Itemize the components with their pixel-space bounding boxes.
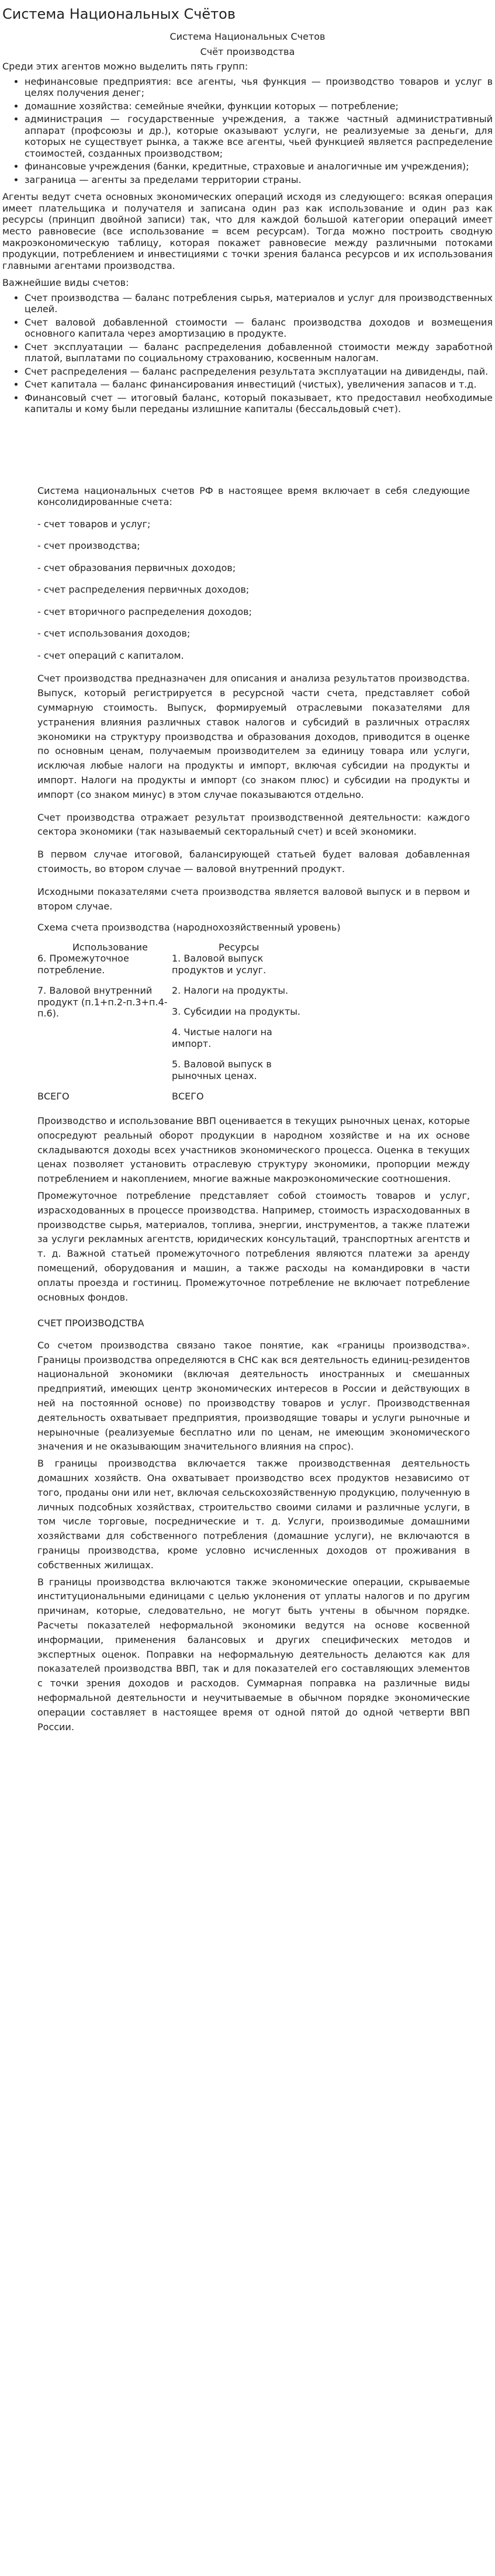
resources-column-header: Ресурсы [219,941,259,953]
schema-item: 1. Валовой выпуск продуктов и услуг. [172,953,266,976]
list-item: • администрация — государственные учреждения, а также частный административный аппарат (профсоюзы и др.), которые оказывают услуги, не реализуемые за деньги, для которых не существует рынка, а также все агенты, чьей функцией является распределение стоимостей, созданных производством; [25,113,493,159]
list-item: • Счет валовой добавленной стоимости — баланс производства доходов и возмещения основного капитала через амортизацию в продукте. [25,317,493,340]
list-item: • домашние хозяйства: семейные ячейки, функции которых — потребление; [25,101,493,112]
page-title: Система Национальных Счётов [2,6,236,22]
hidden-economy-paragraph: В границы производства включаются также экономические операции, скрываемые институциональными единицами с целью уклонения от уплаты налогов и по другим причинам, которые, следовательно, не могут быть учтены в обычном порядке. Расчеты показателей неформальной экономики ведутся на основе косвенной информации, применения балансовых и других специфических методов и экспертных оценок. Поправки на неформальную деятельность делаются как для показателей производства ВВП, так и для показателей его составляющих элементов с точки зрения доходов и расходов. Суммарная поправка на различные виды неформальной деятельности и неучитываемые в обычном порядке экономические операции составляет в настоящее время от одной пятой до одной четверти ВВП России. [37,1576,470,1733]
schema-item: 7. Валовой внутренний продукт (п.1+п.2-п.3+п.4-п.6). [37,985,168,1019]
list-item: • Счет производства — баланс потребления сырья, материалов и услуг для производственных целей. [25,292,493,315]
schema-title: Схема счета производства (народнохозяйственный уровень) [37,922,341,933]
consolidated-intro: Система национальных счетов РФ в настоящее время включает в себя следующие консолидированные счета: [37,485,470,508]
schema-item: 3. Субсидии на продукты. [172,1005,300,1017]
list-item: • Счет эксплуатации — баланс распределения добавленной стоимости между заработной платой, выплатами по социальному страхованию, косвенным налогам. [25,341,493,364]
use-column-header: Использование [72,941,148,953]
market-prices-paragraph: Производство и использование ВВП оценивается в текущих рыночных ценах, которые опосредуют реальный оборот продукции в народном хозяйстве и на их основе складываются доходы всех участников экономического процесса. Оценка в текущих ценах позволяет установить отраслевую структуру экономики, пропорции между потреблением и накоплением, многие важные макроэкономические соотношения. [37,1115,470,1185]
list-item: • финансовые учреждения (банки, кредитные, страховые и аналогичные им учреждения); [25,161,493,172]
schema-item: 4. Чистые налоги на импорт. [172,1026,272,1049]
resources-column [172,953,306,1091]
agents-list [2,76,493,186]
list-item: • Счет распределения — баланс распределения результата эксплуатации на дивиденды, пай. [25,366,493,378]
production-paragraph: Счет производства предназначен для описания и анализа результатов производства. Выпуск, который регистрируется в ресурсной части счета, представляет собой суммарную стоимость. Выпуск, формируемый отраслевыми показателями для устранения влияния различных ставок налогов и субсидий в различных отраслях экономики на структуру производства и образования доходов, приводится в оценке по основным ценам, получаемым производителем за единицу товара или услуги, исключая любые налоги на продукты и импорт, включая субсидии на продукты и импорт. Налоги на продукты и импорт (со знаком плюс) и субсидии на продукты и импорт (со знаком минус) в этом случае показываются отдельно. [37,673,470,800]
list-item: - счет товаров и услуг; [37,518,151,530]
types-list [2,292,493,415]
production-account-schema [37,942,306,1102]
list-item: • Финансовый счет — итоговый баланс, который показывает, кто предоставил необходимые капиталы и кому были переданы излишние капиталы (бессальдовый счет). [25,392,493,415]
list-item: - счет вторичного распределения доходов; [37,606,252,617]
schema-total-left: ВСЕГО [37,1091,70,1102]
types-intro: Важнейшие виды счетов: [2,277,129,289]
use-column [37,953,172,1091]
list-item: • заграница — агенты за пределами территории страны. [25,174,493,186]
schema-item: 6. Промежуточное потребление. [37,953,129,976]
list-item: - счет использования доходов; [37,628,191,639]
document-subtitle: Система Национальных Счетов [169,31,326,43]
schema-item: 2. Налоги на продукты. [172,985,289,997]
consolidated-accounts-section [37,485,470,1735]
household-paragraph: В границы производства включается также производственная деятельность домашних хозяйств. Она охватывает производство всех продуктов независимо от того, проданы они или нет, включая сельскохозяйственную продукцию, полученную в личных подсобных хозяйствах, строительство своими силами и различные услуги, в том числе торговые, посреднические и т. д. Услуги, производимые домашними хозяйствами для собственного потребления (домашние услуги), не включаются в границы производства, кроме условно исчисленных доходов от проживания в собственных жилищах. [37,1458,470,1571]
source-paragraph: Исходными показателями счета производства является валовой выпуск и в первом и втором случае. [37,886,470,912]
accounts-paragraph: Агенты ведут счета основных экономических операций исходя из следующего: всякая операция имеет плательщика и получателя и записана один раз как использование и один раз как ресурсы (принцип двойной записи) так, что для каждой большой категории операций имеет место равновесие (все использование = всем ресурсам). Тогда можно построить сводную макроэкономическую таблицу, которая покажет равновесие между различными потоками продукции, потреблением и инвестициями с точки зрения баланса ресурсов и их использования главными агентами производства. [2,191,493,271]
list-item: - счет операций с капиталом. [37,649,184,661]
schema-item: 5. Валовой выпуск в рыночных ценах. [172,1059,272,1081]
agents-intro: Среди этих агентов можно выделить пять групп: [2,61,248,72]
list-item: - счет образования первичных доходов; [37,562,236,573]
production-account-heading: СЧЕТ ПРОИЗВОДСТВА [37,1318,144,1329]
list-item: - счет производства; [37,540,140,552]
intermediate-consumption-paragraph: Промежуточное потребление представляет собой стоимость товаров и услуг, израсходованных в процессе производства. Например, стоимость израсходованных в производстве сырья, материалов, топлива, энергии, инструментов, а также платежи за услуги рекламных агентств, юридических консультаций, транспортных агентств и т. д. Важной статьей промежуточного потребления являются платежи за аренду помещений, оборудования и машин, а также расходы на командировки в части оплаты проезда и гостиниц. Промежуточное потребление не включает потребление основных фондов. [37,1190,470,1303]
balance-paragraph: Счет производства отражает результат производственной деятельности: каждого сектора экономики (так называемый секторальный счет) и всей экономики. [37,811,470,838]
list-item: • нефинансовые предприятия: все агенты, чья функция — производство товаров и услуг в целях получения денег; [25,76,493,99]
schema-total-right: ВСЕГО [172,1091,204,1102]
section-title: Счёт производства [200,46,295,57]
first-case-paragraph: В первом случае итоговой, балансирующей статьей будет валовая добавленная стоимость, во втором случае — валовой внутренний продукт. [37,849,470,874]
list-item: - счет распределения первичных доходов; [37,584,250,596]
list-item: • Счет капитала — баланс финансирования инвестиций (чистых), увеличения запасов и т.д. [25,379,493,390]
boundary-paragraph: Со счетом производства связано такое понятие, как «границы производства». Границы производства определяются в СНС как вся деятельность единиц-резидентов национальной экономики (включая деятельность иностранных и смешанных предприятий, имеющих центр экономических интересов в России и действующих в ней на постоянной основе) по производству товаров и услуг. Производственная деятельность охватывает предприятия, производящие товары и услуги рыночные и нерыночные (реализуемые бесплатно или по ценам, не имеющим экономического значения и не оказывающим значительного влияния на спрос). [37,1339,470,1453]
